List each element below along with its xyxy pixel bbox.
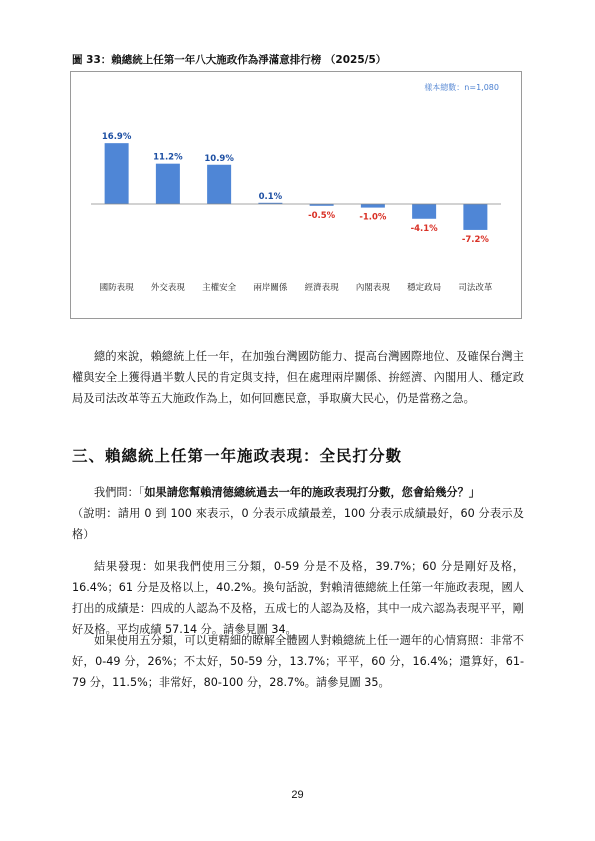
- section-heading: 三、賴總統上任第一年施政表現：全民打分數: [72, 446, 403, 465]
- summary-paragraph: 總的來說，賴總統上任一年，在加強台灣國防能力、提高台灣國際地位、及確保台灣主權與安全上獲得過半數人民的肯定與支持，但在處理兩岸關係、拚經濟、內閣用人、穩定政局及司法改革等五大施政作為上，如何回應民意，爭取廣大民心，仍是當務之急。: [72, 350, 524, 405]
- bar-6: [361, 204, 385, 208]
- bar-value-label-3: 10.9%: [204, 153, 234, 164]
- page-number: 29: [291, 789, 304, 801]
- bar-value-label-7: -4.1%: [410, 223, 438, 234]
- sample-size-note: 樣本總數：n=1,080: [424, 83, 499, 92]
- five-category-paragraph: 如果使用五分類，可以更精細的瞭解全體國人對賴總統上任一週年的心情寫照：非常不好，0-49 分，26%；不太好，50-59 分，13.7%；平平，60 分，16.4%；還算好，61-79 分，11.5%；非常好，80-100 分，28.7%。請參見圖 35。: [72, 634, 524, 689]
- category-label-2: 外交表現: [150, 283, 185, 293]
- category-label-5: 經濟表現: [304, 283, 339, 293]
- figure-title: 圖 33：賴總統上任第一年八大施政作為淨滿意排行榜 （2025/5）: [72, 54, 387, 66]
- question-note: （說明：請用 0 到 100 來表示，0 分表示成績最差，100 分表示成績最好，60 分表示及格）: [72, 507, 524, 541]
- bar-8: [463, 204, 487, 230]
- bar-3: [207, 165, 231, 204]
- category-label-1: 國防表現: [99, 283, 134, 293]
- bar-value-label-4: 0.1%: [258, 191, 283, 202]
- net-satisfaction-bar-chart: [71, 72, 521, 318]
- bar-7: [412, 204, 436, 219]
- question-text: 如果請您幫賴清德總統過去一年的施政表現打分數，您會給幾分？」: [144, 486, 480, 499]
- question-paragraph: [72, 482, 524, 545]
- category-label-7: 穩定政局: [407, 283, 442, 293]
- results-paragraph: 結果發現：如果我們使用三分類，0-59 分是不及格，39.7%；60 分是剛好及格，16.4%；61 分是及格以上，40.2%。換句話說，對賴清德總統上任第一年施政表現，國人打出的成績是：四成的人認為不及格，五成七的人認為及格，其中一成六認為表現平平，剛好及格。平均成績 57.14 分。請參見圖 34。: [72, 560, 524, 636]
- category-label-8: 司法改革: [458, 283, 493, 293]
- category-label-4: 兩岸關係: [253, 283, 288, 293]
- category-label-6: 內閣表現: [355, 283, 390, 293]
- bar-value-label-6: -1.0%: [359, 212, 387, 223]
- bar-value-label-8: -7.2%: [461, 234, 489, 245]
- question-prefix: 我們問：「: [94, 486, 145, 499]
- bar-2: [156, 164, 180, 204]
- category-label-3: 主權安全: [202, 283, 237, 293]
- bar-value-label-5: -0.5%: [308, 210, 336, 221]
- chart-frame: [70, 71, 522, 319]
- bar-value-label-2: 11.2%: [153, 152, 183, 163]
- bar-1: [105, 143, 129, 204]
- bar-value-label-1: 16.9%: [101, 132, 132, 143]
